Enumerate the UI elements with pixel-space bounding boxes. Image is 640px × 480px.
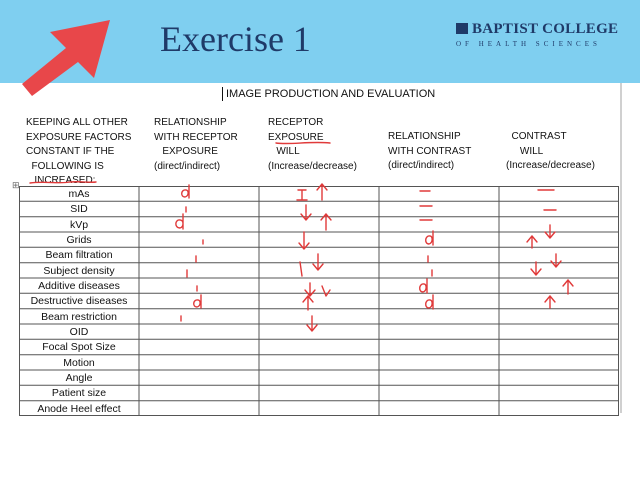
pointer-arrow-icon (0, 0, 140, 110)
table-row: Additive diseases (38, 280, 120, 292)
table-row: Motion (63, 356, 95, 369)
table-move-handle-icon[interactable]: ⊞ (12, 180, 20, 190)
table-row: Angle (65, 372, 93, 384)
table-row: Destructive diseases (30, 295, 128, 308)
col-header-factor: KEEPING ALL OTHER EXPOSURE FACTORS CONSTANT IF THE FOLLOWING IS INCREASED: (26, 117, 132, 186)
logo-subtitle: OF HEALTH SCIENCES (456, 40, 601, 48)
logo-mark-icon (456, 23, 468, 34)
text-cursor (222, 87, 223, 101)
table-row: Beam filtration (45, 249, 113, 262)
table-row: SID (70, 203, 88, 216)
slide-edge (620, 83, 622, 413)
table-row: Patient size (51, 387, 107, 400)
college-logo (456, 22, 634, 54)
col-header-contrast: CONTRAST WILL (Increase/decrease) (506, 131, 595, 171)
col-header-relationship-contrast: RELATIONSHIP WITH CONTRAST (direct/indirect) (388, 131, 472, 171)
table-row: mAs (68, 188, 90, 200)
table-row: Beam restriction (41, 310, 117, 323)
logo-name: BAPTIST COLLEGE (472, 21, 619, 37)
table-row: kVp (69, 218, 89, 231)
col-header-receptor-exposure: RECEPTOR EXPOSURE WILL (Increase/decrease) (268, 117, 357, 172)
table-row: Grids (66, 234, 92, 246)
table-row: Anode Heel effect (37, 402, 121, 415)
table-row: Subject density (43, 264, 115, 277)
col-header-relationship-exposure: RELATIONSHIP WITH RECEPTOR EXPOSURE (direct/indirect) (154, 117, 238, 172)
table-row: Focal Spot Size (42, 341, 116, 354)
slide-title: Exercise 1 (160, 19, 311, 59)
slide-subtitle: IMAGE PRODUCTION AND EVALUATION (226, 88, 436, 100)
table-row: OID (69, 326, 89, 338)
